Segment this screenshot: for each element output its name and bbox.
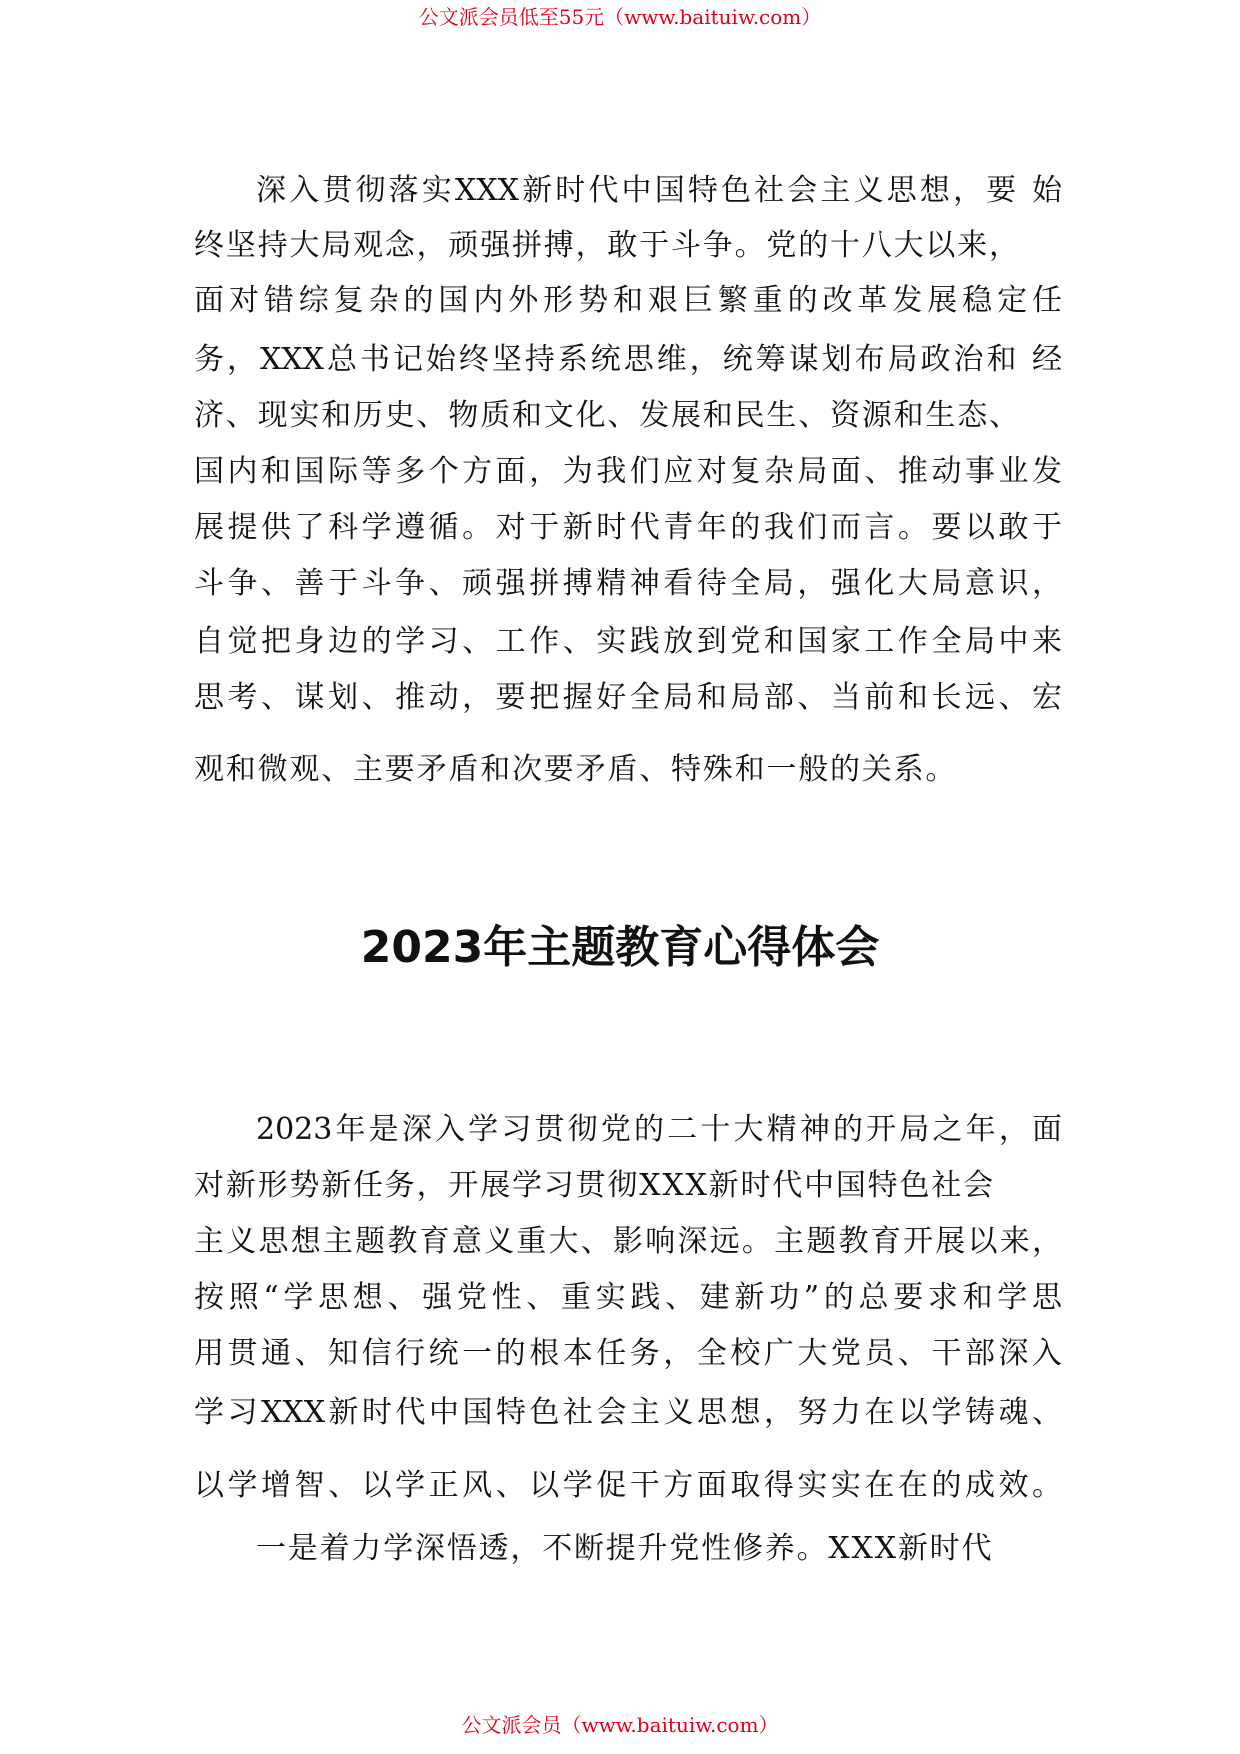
paragraph-line: 深入贯彻落实XXX新时代中国特色社会主义思想，要 始	[256, 173, 1062, 208]
header-watermark: 公文派会员低至55元（www.baituiw.com）	[418, 5, 822, 29]
paragraph-line: 务，XXX总书记始终坚持系统思维，统筹谋划布局政治和 经	[194, 342, 1062, 377]
paragraph-line: 终坚持大局观念，顽强拼搏，敢于斗争。党的十八大以来，	[194, 228, 1021, 263]
paragraph-line: 自觉把身边的学习、工作、实践放到党和国家工作全局中来	[194, 624, 1062, 659]
paragraph-line: 一是着力学深悟透，不断提升党性修养。XXX新时代	[256, 1531, 994, 1566]
paragraph-line: 济、现实和历史、物质和文化、发展和民生、资源和生态、	[194, 398, 1021, 433]
paragraph-line: 用贯通、知信行统一的根本任务，全校广大党员、干部深入	[194, 1336, 1062, 1371]
paragraph-line: 按照“学思想、强党性、重实践、建新功”的总要求和学思	[194, 1280, 1062, 1315]
paragraph-line: 斗争、善于斗争、顽强拼搏精神看待全局，强化大局意识，	[194, 566, 1062, 601]
document-title: 2023年主题教育心得体会	[360, 922, 880, 973]
paragraph-line: 主义思想主题教育意义重大、影响深远。主题教育开展以来，	[194, 1224, 1062, 1259]
paragraph-line: 展提供了科学遵循。对于新时代青年的我们而言。要以敢于	[194, 510, 1062, 545]
paragraph-line: 学习XXX新时代中国特色社会主义思想，努力在以学铸魂、	[194, 1395, 1062, 1430]
paragraph-line: 2023年是深入学习贯彻党的二十大精神的开局之年，面	[256, 1112, 1062, 1147]
footer-watermark: 公文派会员（www.baituiw.com）	[461, 1713, 779, 1737]
paragraph-line: 面对错综复杂的国内外形势和艰巨繁重的改革发展稳定任	[194, 283, 1062, 318]
paragraph-line: 对新形势新任务，开展学习贯彻XXX新时代中国特色社会	[194, 1168, 995, 1203]
paragraph-line: 观和微观、主要矛盾和次要矛盾、特殊和一般的关系。	[194, 752, 958, 787]
paragraph-line: 思考、谋划、推动，要把握好全局和局部、当前和长远、宏	[194, 680, 1062, 715]
paragraph-line: 国内和国际等多个方面，为我们应对复杂局面、推动事业发	[194, 454, 1062, 489]
paragraph-line: 以学增智、以学正风、以学促干方面取得实实在在的成效。	[194, 1468, 1062, 1503]
